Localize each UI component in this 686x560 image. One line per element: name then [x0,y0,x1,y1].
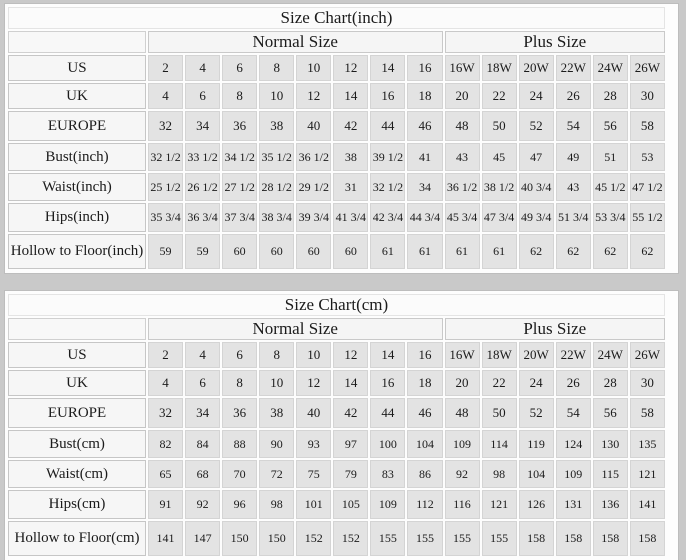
cell: 158 [593,521,628,556]
cell: 10 [259,83,294,109]
cell: 18W [482,342,517,368]
cell: 104 [407,430,442,458]
group-header-plus-size: Plus Size [445,318,666,340]
cell: 40 3/4 [519,173,554,201]
cell: 34 [407,173,442,201]
cell: 10 [259,370,294,396]
cell: 45 1/2 [593,173,628,201]
cell: 65 [148,460,183,488]
cell: 119 [519,430,554,458]
table-row [8,234,665,269]
cell: 54 [556,398,591,428]
cell: 4 [148,370,183,396]
cell: 6 [222,55,257,81]
cell: 6 [185,370,220,396]
cell: 60 [222,234,257,269]
cell: 150 [259,521,294,556]
cell: 62 [630,234,665,269]
cell: 12 [296,370,331,396]
cell: 59 [148,234,183,269]
cell: 20 [445,370,480,396]
cell: 126 [519,490,554,519]
table-row [8,430,665,458]
cell: 40 [296,398,331,428]
cell: 34 1/2 [222,143,257,171]
cell: 88 [222,430,257,458]
cell: 116 [445,490,480,519]
cell: 22W [556,55,591,81]
cell: 60 [296,234,331,269]
cell: 52 [519,111,554,141]
cell: 16W [445,55,480,81]
cell: 61 [445,234,480,269]
cell: 32 1/2 [370,173,405,201]
cell: 12 [333,342,368,368]
cell: 51 3/4 [556,203,591,232]
cell: 35 1/2 [259,143,294,171]
cell: 104 [519,460,554,488]
cell: 43 [445,143,480,171]
cell: 18W [482,55,517,81]
cell: 34 [185,111,220,141]
cell: 101 [296,490,331,519]
cell: 109 [445,430,480,458]
table-row [8,111,665,141]
cell: 50 [482,111,517,141]
cell: 48 [445,398,480,428]
size-table [6,292,667,558]
cell: 46 [407,398,442,428]
table-row [8,143,665,171]
cell: 70 [222,460,257,488]
table-row [8,370,665,396]
cell: 42 [333,398,368,428]
cell: 60 [333,234,368,269]
cell: 29 1/2 [296,173,331,201]
cell: 44 [370,111,405,141]
cell: 91 [148,490,183,519]
cell: 6 [185,83,220,109]
cell: 62 [593,234,628,269]
cell: 38 [333,143,368,171]
cell: 48 [445,111,480,141]
cell: 41 3/4 [333,203,368,232]
row-label: Bust(inch) [8,143,146,171]
cell: 38 1/2 [482,173,517,201]
cell: 36 1/2 [296,143,331,171]
cell: 109 [556,460,591,488]
cell: 86 [407,460,442,488]
cell: 24 [519,370,554,396]
cell: 31 [333,173,368,201]
cell: 62 [519,234,554,269]
cell: 14 [370,342,405,368]
row-label: UK [8,370,146,396]
cell: 30 [630,83,665,109]
group-header-normal-size: Normal Size [148,318,443,340]
cell: 16 [370,370,405,396]
cell: 39 3/4 [296,203,331,232]
cell: 141 [148,521,183,556]
cell: 28 1/2 [259,173,294,201]
table-row [8,490,665,519]
cell: 36 [222,111,257,141]
cell: 18 [407,83,442,109]
cell: 98 [482,460,517,488]
cell: 36 1/2 [445,173,480,201]
cell: 135 [630,430,665,458]
cell: 2 [148,55,183,81]
table-row [8,83,665,109]
cell: 100 [370,430,405,458]
cell: 61 [407,234,442,269]
table-row [8,173,665,201]
cell: 36 3/4 [185,203,220,232]
cell: 49 [556,143,591,171]
cell: 34 [185,398,220,428]
cell: 58 [630,398,665,428]
cell: 35 3/4 [148,203,183,232]
cell: 16 [407,55,442,81]
cell: 54 [556,111,591,141]
cell: 26 1/2 [185,173,220,201]
row-label: Hips(inch) [8,203,146,232]
cell: 4 [185,55,220,81]
cell: 121 [482,490,517,519]
cell: 47 1/2 [630,173,665,201]
cell: 18 [407,370,442,396]
cell: 56 [593,111,628,141]
cell: 53 [630,143,665,171]
cell: 150 [222,521,257,556]
cell: 96 [222,490,257,519]
cell: 2 [148,342,183,368]
cell: 155 [482,521,517,556]
row-label: US [8,55,146,81]
cell: 152 [333,521,368,556]
cell: 92 [445,460,480,488]
cell: 42 [333,111,368,141]
cell: 16W [445,342,480,368]
cell: 14 [333,370,368,396]
cell: 115 [593,460,628,488]
row-label: Waist(inch) [8,173,146,201]
row-label: Hollow to Floor(cm) [8,521,146,556]
cell: 4 [185,342,220,368]
cell: 37 3/4 [222,203,257,232]
cell: 20W [519,55,554,81]
cell: 50 [482,398,517,428]
row-label: UK [8,83,146,109]
cell: 20W [519,342,554,368]
cell: 26 [556,370,591,396]
cell: 92 [185,490,220,519]
cell: 93 [296,430,331,458]
cell: 24 [519,83,554,109]
cell: 40 [296,111,331,141]
cell: 82 [148,430,183,458]
cell: 42 3/4 [370,203,405,232]
cell: 16 [407,342,442,368]
cell: 51 [593,143,628,171]
cell: 109 [370,490,405,519]
cell: 83 [370,460,405,488]
cell: 158 [630,521,665,556]
cell: 59 [185,234,220,269]
size-chart-cm-card [5,291,678,560]
group-header-normal-size: Normal Size [148,31,443,53]
cell: 98 [259,490,294,519]
cell: 32 [148,398,183,428]
cell: 4 [148,83,183,109]
row-label: Waist(cm) [8,460,146,488]
cell: 47 [519,143,554,171]
cell: 8 [222,370,257,396]
cell: 43 [556,173,591,201]
cell: 27 1/2 [222,173,257,201]
cell: 41 [407,143,442,171]
cell: 56 [593,398,628,428]
cell: 38 [259,111,294,141]
cell: 10 [296,55,331,81]
table-row [8,521,665,556]
cell: 130 [593,430,628,458]
row-label: Hollow to Floor(inch) [8,234,146,269]
cell: 26W [630,342,665,368]
cell: 72 [259,460,294,488]
cell: 36 [222,398,257,428]
cell: 141 [630,490,665,519]
cell: 39 1/2 [370,143,405,171]
cell: 61 [370,234,405,269]
cell: 38 [259,398,294,428]
table-row [8,460,665,488]
row-label: EUROPE [8,111,146,141]
cell: 52 [519,398,554,428]
cell: 22W [556,342,591,368]
cell: 25 1/2 [148,173,183,201]
table-row [8,203,665,232]
cell: 97 [333,430,368,458]
cell: 14 [370,55,405,81]
cell: 44 3/4 [407,203,442,232]
cell: 8 [222,83,257,109]
cell: 10 [296,342,331,368]
table-title: Size Chart(cm) [8,294,665,316]
cell: 61 [482,234,517,269]
cell: 12 [296,83,331,109]
cell: 44 [370,398,405,428]
row-label: Hips(cm) [8,490,146,519]
cell: 6 [222,342,257,368]
cell: 53 3/4 [593,203,628,232]
corner-cell [8,31,146,53]
cell: 152 [296,521,331,556]
cell: 8 [259,55,294,81]
cell: 58 [630,111,665,141]
size-table [6,5,667,271]
cell: 155 [445,521,480,556]
cell: 26W [630,55,665,81]
table-row [8,342,665,368]
cell: 33 1/2 [185,143,220,171]
cell: 84 [185,430,220,458]
cell: 124 [556,430,591,458]
cell: 32 1/2 [148,143,183,171]
cell: 46 [407,111,442,141]
table-row [8,398,665,428]
cell: 49 3/4 [519,203,554,232]
cell: 62 [556,234,591,269]
cell: 155 [407,521,442,556]
cell: 112 [407,490,442,519]
cell: 22 [482,83,517,109]
cell: 131 [556,490,591,519]
cell: 45 [482,143,517,171]
cell: 114 [482,430,517,458]
cell: 24W [593,342,628,368]
cell: 8 [259,342,294,368]
cell: 28 [593,83,628,109]
cell: 32 [148,111,183,141]
table-row [8,55,665,81]
cell: 30 [630,370,665,396]
cell: 12 [333,55,368,81]
cell: 14 [333,83,368,109]
cell: 20 [445,83,480,109]
cell: 28 [593,370,628,396]
cell: 16 [370,83,405,109]
cell: 79 [333,460,368,488]
size-chart-inch-card [5,4,678,273]
cell: 136 [593,490,628,519]
row-label: US [8,342,146,368]
cell: 121 [630,460,665,488]
cell: 22 [482,370,517,396]
cell: 38 3/4 [259,203,294,232]
cell: 68 [185,460,220,488]
cell: 60 [259,234,294,269]
cell: 45 3/4 [445,203,480,232]
cell: 158 [519,521,554,556]
corner-cell [8,318,146,340]
row-label: EUROPE [8,398,146,428]
cell: 147 [185,521,220,556]
cell: 105 [333,490,368,519]
group-header-plus-size: Plus Size [445,31,666,53]
cell: 55 1/2 [630,203,665,232]
cell: 155 [370,521,405,556]
cell: 75 [296,460,331,488]
table-title: Size Chart(inch) [8,7,665,29]
cell: 24W [593,55,628,81]
row-label: Bust(cm) [8,430,146,458]
cell: 90 [259,430,294,458]
cell: 26 [556,83,591,109]
cell: 47 3/4 [482,203,517,232]
cell: 158 [556,521,591,556]
